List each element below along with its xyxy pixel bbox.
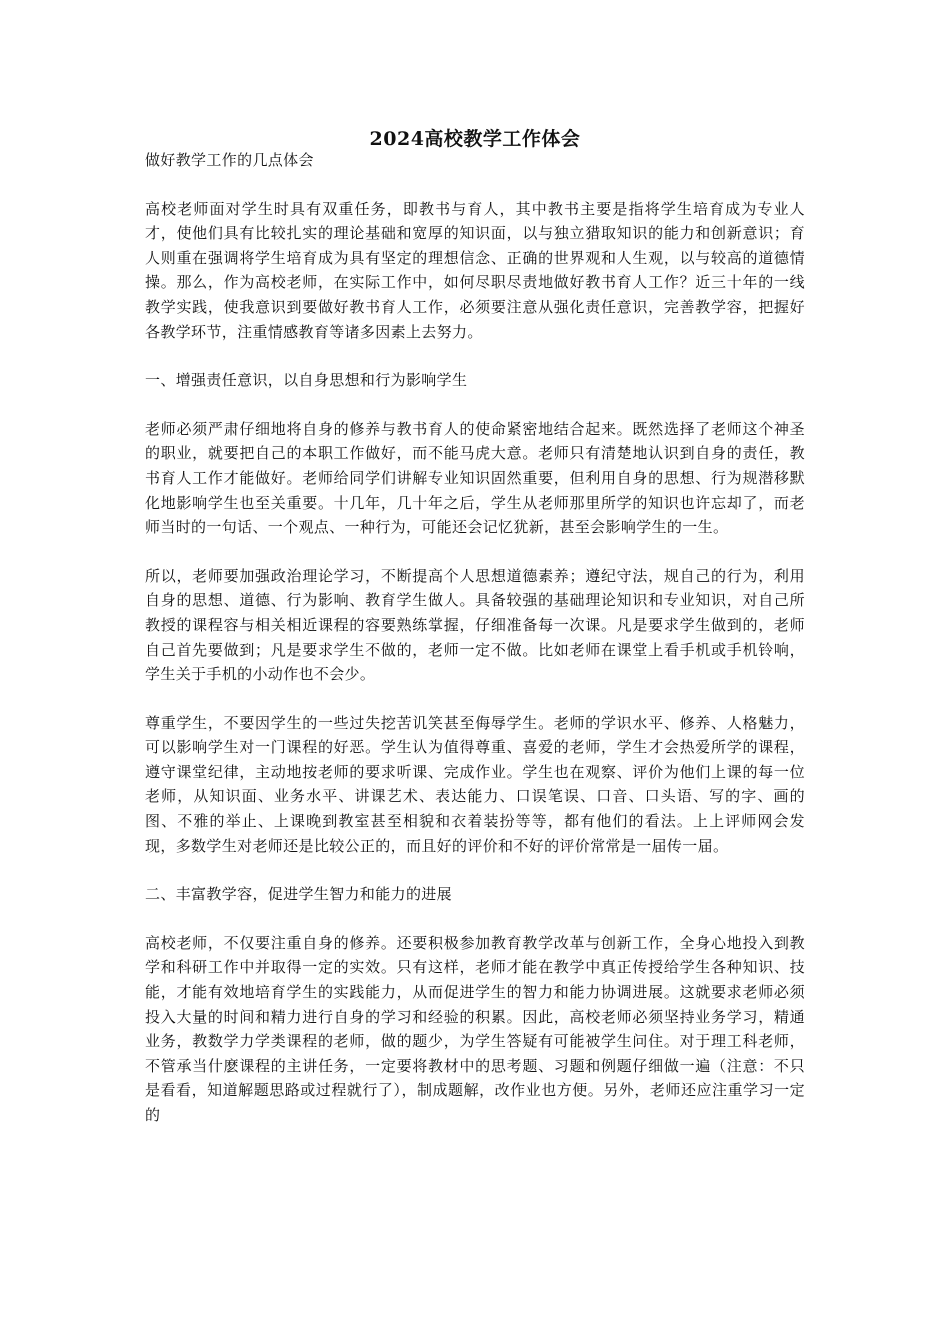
document-subtitle: 做好教学工作的几点体会 bbox=[145, 151, 314, 169]
section-heading-1: 一、增强责任意识，以自身思想和行为影响学生 bbox=[145, 371, 468, 390]
paragraph-self-discipline: 所以，老师要加强政治理论学习，不断提高个人思想道德素养；遵纪守法，规自己的行为，利用自身的思想、道德、行为影响、教育学生做人。具备较强的基础理论知识和专业知识，对自己所教授的课程容与相关相近课程的容要熟练掌握，仔细准备每一次课。凡是要求学生做到的，老师自己首先要做到；凡是要求学生不做的，老师一定不做。比如老师在课堂上看手机或手机铃响，学生关于手机的小动作也不会少。 bbox=[145, 566, 805, 684]
paragraph-respect-students: 尊重学生，不要因学生的一些过失挖苦讥笑甚至侮辱学生。老师的学识水平、修养、人格魅力，可以影响学生对一门课程的好恶。学生认为值得尊重、喜爱的老师，学生才会热爱所学的课程，遵守课堂纪律，主动地按老师的要求听课、完成作业。学生也在观察、评价为他们上课的每一位老师，从知识面、业务水平、讲课艺术、表达能力、口误笔误、口音、口头语、写的字、画的图、不雅的举止、上课晚到教室甚至相貌和衣着装扮等等，都有他们的看法。上上评师网会发现，多数学生对老师还是比较公正的，而且好的评价和不好的评价常常是一届传一届。 bbox=[145, 713, 805, 855]
paragraph-teaching-content: 高校老师，不仅要注重自身的修养。还要积极参加教育教学改革与创新工作，全身心地投入到教学和科研工作中并取得一定的实效。只有这样，老师才能在教学中真正传授给学生各种知识、技能，才能有效地培育学生的实践能力，从而促进学生的智力和能力协调进展。这就要求老师必须投入大量的时间和精力进行自身的学习和经验的积累。因此，高校老师必须坚持业务学习，精通业务，教数学力学类课程的老师，做的题少，为学生答疑有可能被学生问住。对于理工科老师，不管承当什麽课程的主讲任务，一定要将教材中的思考题、习题和例题仔细做一遍（注意：不只是看看，知道解题思路或过程就行了），制成题解，改作业也方便。另外，老师还应注重学习一定的 bbox=[145, 933, 805, 1124]
section-heading-2: 二、丰富教学容，促进学生智力和能力的进展 bbox=[145, 885, 453, 904]
document-body bbox=[145, 148, 805, 1128]
paragraph-responsibility: 老师必须严肃仔细地将自身的修养与教书育人的使命紧密地结合起来。既然选择了老师这个神圣的职业，就要把自己的本职工作做好，而不能马虎大意。老师只有清楚地认识到自身的责任，教书育人工作才能做好。老师给同学们讲解专业知识固然重要，但利用自身的思想、行为规潜移默化地影响学生也至关重要。十几年，几十年之后，学生从老师那里所学的知识也许忘却了，而老师当时的一句话、一个观点、一种行为，可能还会记忆犹新，甚至会影响学生的一生。 bbox=[145, 419, 805, 537]
paragraph-intro: 高校老师面对学生时具有双重任务，即教书与育人，其中教书主要是指将学生培育成为专业人才，使他们具有比较扎实的理论基础和宽厚的知识面，以与独立猎取知识的能力和创新意识；育人则重在强调将学生培育成为具有坚定的理想信念、正确的世界观和人生观，以与较高的道德情操。那么，作为高校老师，在实际工作中，如何尽职尽责地做好教书育人工作？近三十年的一线教学实践，使我意识到要做好教书育人工作，必须要注意从强化责任意识，完善教学容，把握好各教学环节，注重情感教育等诸多因素上去努力。 bbox=[145, 199, 805, 341]
document-title: 2024高校教学工作体会 bbox=[369, 128, 581, 150]
